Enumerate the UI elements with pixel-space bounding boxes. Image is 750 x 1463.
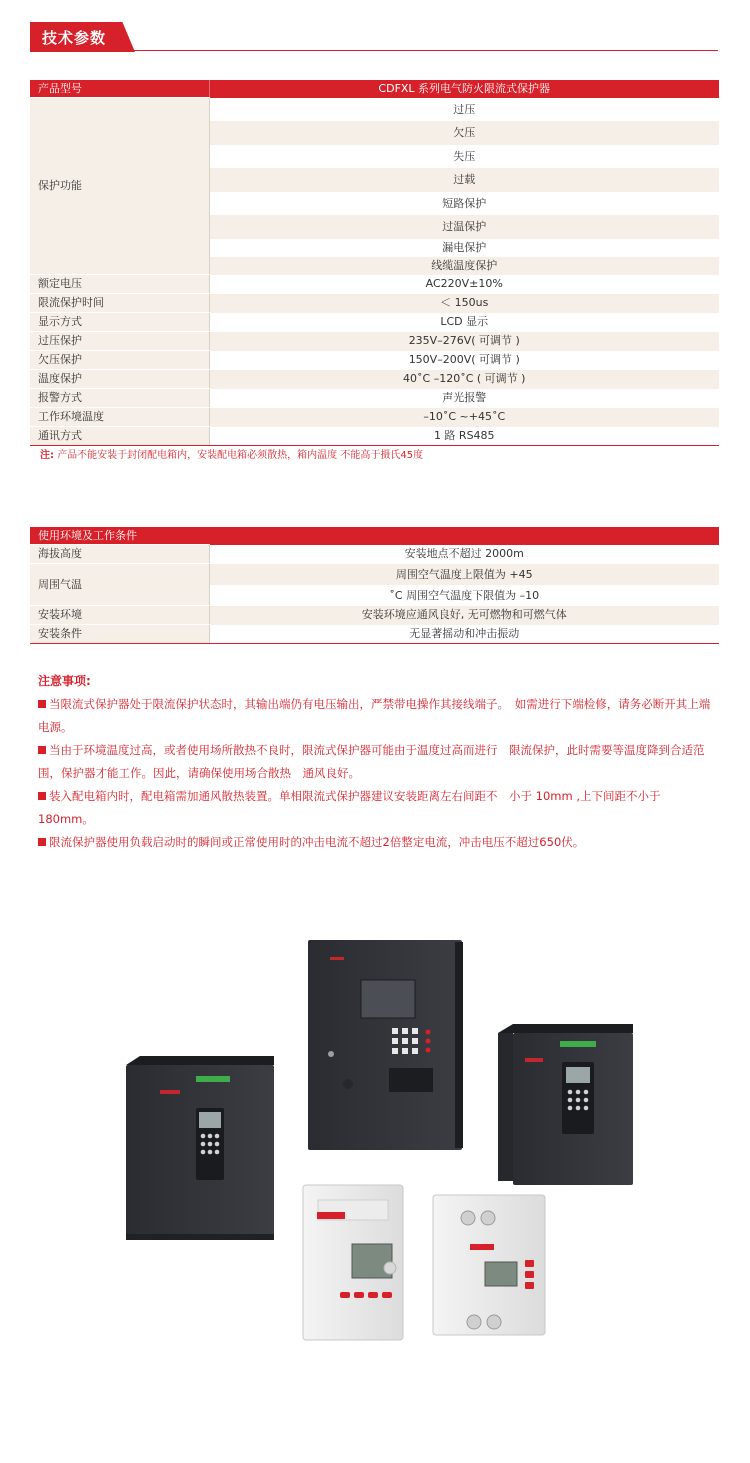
section-header <box>30 22 718 52</box>
bullet-icon <box>38 838 46 846</box>
dark-unit-right <box>498 1024 633 1185</box>
row-label: 额定电压 <box>30 275 209 294</box>
env-table <box>30 527 719 644</box>
section-title: 技术参数 <box>42 29 107 47</box>
row-value: 150V–200V( 可调节 ) <box>209 351 719 370</box>
white-unit-right <box>433 1195 545 1335</box>
row-value: 安装地点不超过 2000m <box>209 545 719 564</box>
table-row <box>30 625 719 644</box>
protection-item: 过温保护 <box>209 215 719 239</box>
row-value: –10˚C ~+45˚C <box>209 408 719 427</box>
attention-item <box>38 831 718 854</box>
product-illustration <box>0 930 750 1350</box>
row-value: LCD 显示 <box>209 313 719 332</box>
white-unit-left <box>303 1185 403 1340</box>
dark-unit-left <box>126 1056 274 1240</box>
spec-note <box>40 446 423 461</box>
attention-item <box>38 693 718 739</box>
spec-head-value: CDFXL 系列电气防火限流式保护器 <box>209 80 719 98</box>
table-row <box>30 389 719 408</box>
protection-item: 欠压 <box>209 121 719 145</box>
row-value: 安装环境应通风良好, 无可燃物和可燃气体 <box>209 606 719 625</box>
table-row <box>30 98 719 122</box>
table-row <box>30 313 719 332</box>
row-label: 工作环境温度 <box>30 408 209 427</box>
bullet-icon <box>38 746 46 754</box>
header-divider <box>30 50 718 51</box>
row-value: 声光报警 <box>209 389 719 408</box>
row-label: 安装环境 <box>30 606 209 625</box>
env-head-value <box>209 527 719 545</box>
attention-section <box>38 670 718 854</box>
temp-item: ˚C 周围空气温度下限值为 –10 <box>209 585 719 606</box>
row-value: 无显著摇动和冲击振动 <box>209 625 719 644</box>
distribution-box <box>308 940 463 1150</box>
row-label: 温度保护 <box>30 370 209 389</box>
table-row <box>30 332 719 351</box>
table-row <box>30 427 719 446</box>
row-label: 显示方式 <box>30 313 209 332</box>
temp-label: 周围气温 <box>30 564 209 606</box>
temp-item: 周围空气温度上限值为 +45 <box>209 564 719 585</box>
spec-head-label: 产品型号 <box>30 80 209 98</box>
row-value: AC220V±10% <box>209 275 719 294</box>
protection-item: 线缆温度保护 <box>209 257 719 275</box>
row-label: 限流保护时间 <box>30 294 209 313</box>
protection-item: 过载 <box>209 168 719 192</box>
product-photo <box>0 930 750 1350</box>
attention-text: 限流保护器使用负载启动时的瞬间或正常使用时的冲击电流不超过2倍整定电流，冲击电压不超过650伏。 <box>49 835 585 849</box>
protection-item: 过压 <box>209 98 719 122</box>
attention-text: 装入配电箱内时，配电箱需加通风散热装置。单相限流式保护器建议安装距离左右间距不 小于 10mm ,上下间距不小于 180mm。 <box>38 789 661 826</box>
note-text: 产品不能安装于封闭配电箱内，安装配电箱必须散热，箱内温度 不能高于摄氏45度 <box>57 450 424 461</box>
row-label: 欠压保护 <box>30 351 209 370</box>
row-label: 海拔高度 <box>30 545 209 564</box>
env-table-head <box>30 527 719 545</box>
row-value: 235V–276V( 可调节 ) <box>209 332 719 351</box>
table-row <box>30 564 719 585</box>
row-value: 40˚C –120˚C ( 可调节 ) <box>209 370 719 389</box>
attention-item <box>38 739 718 785</box>
row-label: 安装条件 <box>30 625 209 644</box>
row-label: 通讯方式 <box>30 427 209 446</box>
note-prefix: 注: <box>40 450 54 461</box>
row-value: ＜ 150us <box>209 294 719 313</box>
protection-item: 漏电保护 <box>209 239 719 257</box>
bullet-icon <box>38 792 46 800</box>
row-label: 过压保护 <box>30 332 209 351</box>
spec-table <box>30 80 719 446</box>
table-row <box>30 606 719 625</box>
row-label: 报警方式 <box>30 389 209 408</box>
table-row <box>30 351 719 370</box>
table-row <box>30 294 719 313</box>
env-head-label: 使用环境及工作条件 <box>30 527 209 545</box>
table-row <box>30 408 719 427</box>
table-row <box>30 545 719 564</box>
attention-text: 当限流式保护器处于限流保护状态时，其输出端仍有电压输出，严禁带电操作其接线端子。 如需进行下端检修，请务必断开其上端电源。 <box>38 697 711 734</box>
table-row <box>30 370 719 389</box>
protection-item: 失压 <box>209 145 719 169</box>
table-row <box>30 275 719 294</box>
bullet-icon <box>38 700 46 708</box>
attention-title: 注意事项: <box>38 674 91 688</box>
attention-item <box>38 785 718 831</box>
protection-label: 保护功能 <box>30 98 209 275</box>
attention-text: 当由于环境温度过高，或者使用场所散热不良时，限流式保护器可能由于温度过高而进行 限流保护，此时需要等温度降到合适范围，保护器才能工作。因此，请确保使用场合散热 通风良好。 <box>38 743 705 780</box>
row-value: 1 路 RS485 <box>209 427 719 446</box>
spec-table-head <box>30 80 719 98</box>
protection-item: 短路保护 <box>209 192 719 216</box>
